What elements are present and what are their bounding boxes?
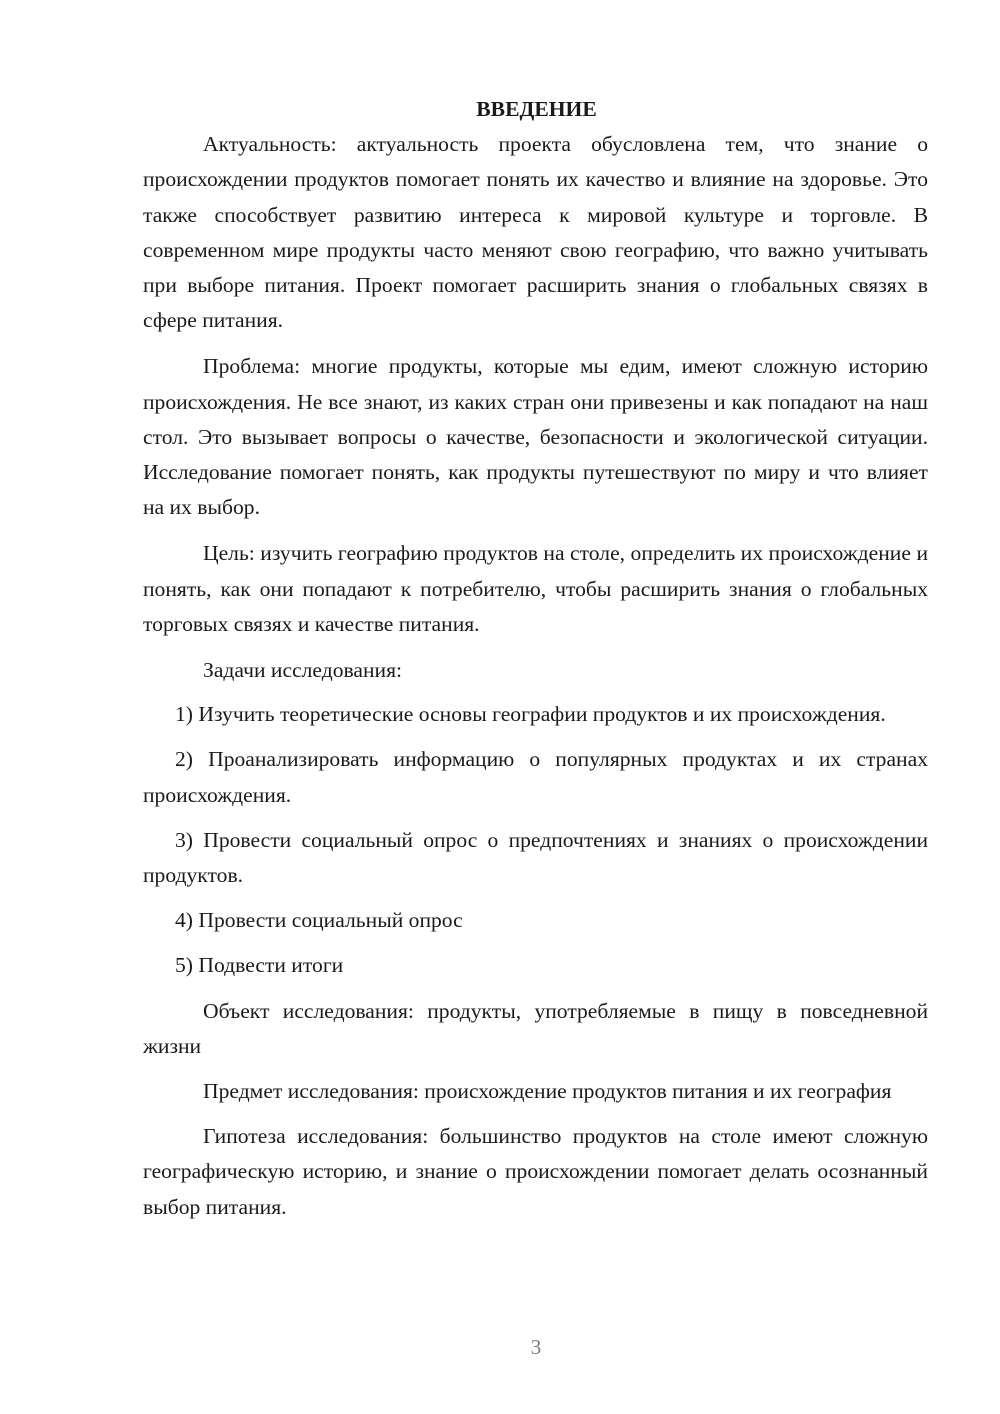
tasks-title: Задачи исследования:	[203, 658, 403, 683]
subject-paragraph: Предмет исследования: происхождение продуктов питания и их география	[203, 1079, 892, 1104]
task-item-1: 1) Изучить теоретические основы географии продуктов и их происхождения.	[175, 702, 886, 727]
task-item-4: 4) Провести социальный опрос	[175, 908, 463, 933]
closing-section	[143, 994, 928, 1225]
tasks-list	[143, 697, 928, 983]
task-item-5: 5) Подвести итоги	[175, 953, 344, 978]
relevance-paragraph: Актуальность: актуальность проекта обусловлена тем, что знание о происхождении продуктов помогает понять их качество и влияние на здоровье. Это также способствует развитию интереса к мировой культуре и торговле. В современном мире продукты часто меняют свою географию, что важно учитывать при выборе питания. Проект помогает расширить знания о глобальных связях в сфере питания.	[143, 132, 928, 333]
object-paragraph: Объект исследования: продукты, употребляемые в пищу в повседневной жизни	[143, 998, 928, 1058]
task-item-2: 2) Проанализировать информацию о популярных продуктах и их странах происхождения.	[143, 747, 928, 807]
page-number: 3	[530, 1335, 542, 1359]
section-heading: ВВЕДЕНИЕ	[476, 97, 597, 121]
problem-paragraph: Проблема: многие продукты, которые мы едим, имеют сложную историю происхождения. Не все знают, из каких стран они привезены и как попадают на наш стол. Это вызывает вопросы о качестве, безопасности и экологической ситуации. Исследование помогает понять, как продукты путешествуют по миру и что влияет на их выбор.	[143, 354, 928, 520]
goal-paragraph: Цель: изучить географию продуктов на столе, определить их происхождение и понять, как они попадают к потребителю, чтобы расширить знания о глобальных торговых связях и качестве питания.	[143, 541, 928, 636]
task-item-3: 3) Провести социальный опрос о предпочтениях и знаниях о происхождении продуктов.	[143, 827, 928, 888]
document-page	[143, 92, 928, 1225]
hypothesis-paragraph: Гипотеза исследования: большинство продуктов на столе имеют сложную географическую историю, и знание о происхождении помогает делать осознанный выбор питания.	[143, 1124, 928, 1219]
